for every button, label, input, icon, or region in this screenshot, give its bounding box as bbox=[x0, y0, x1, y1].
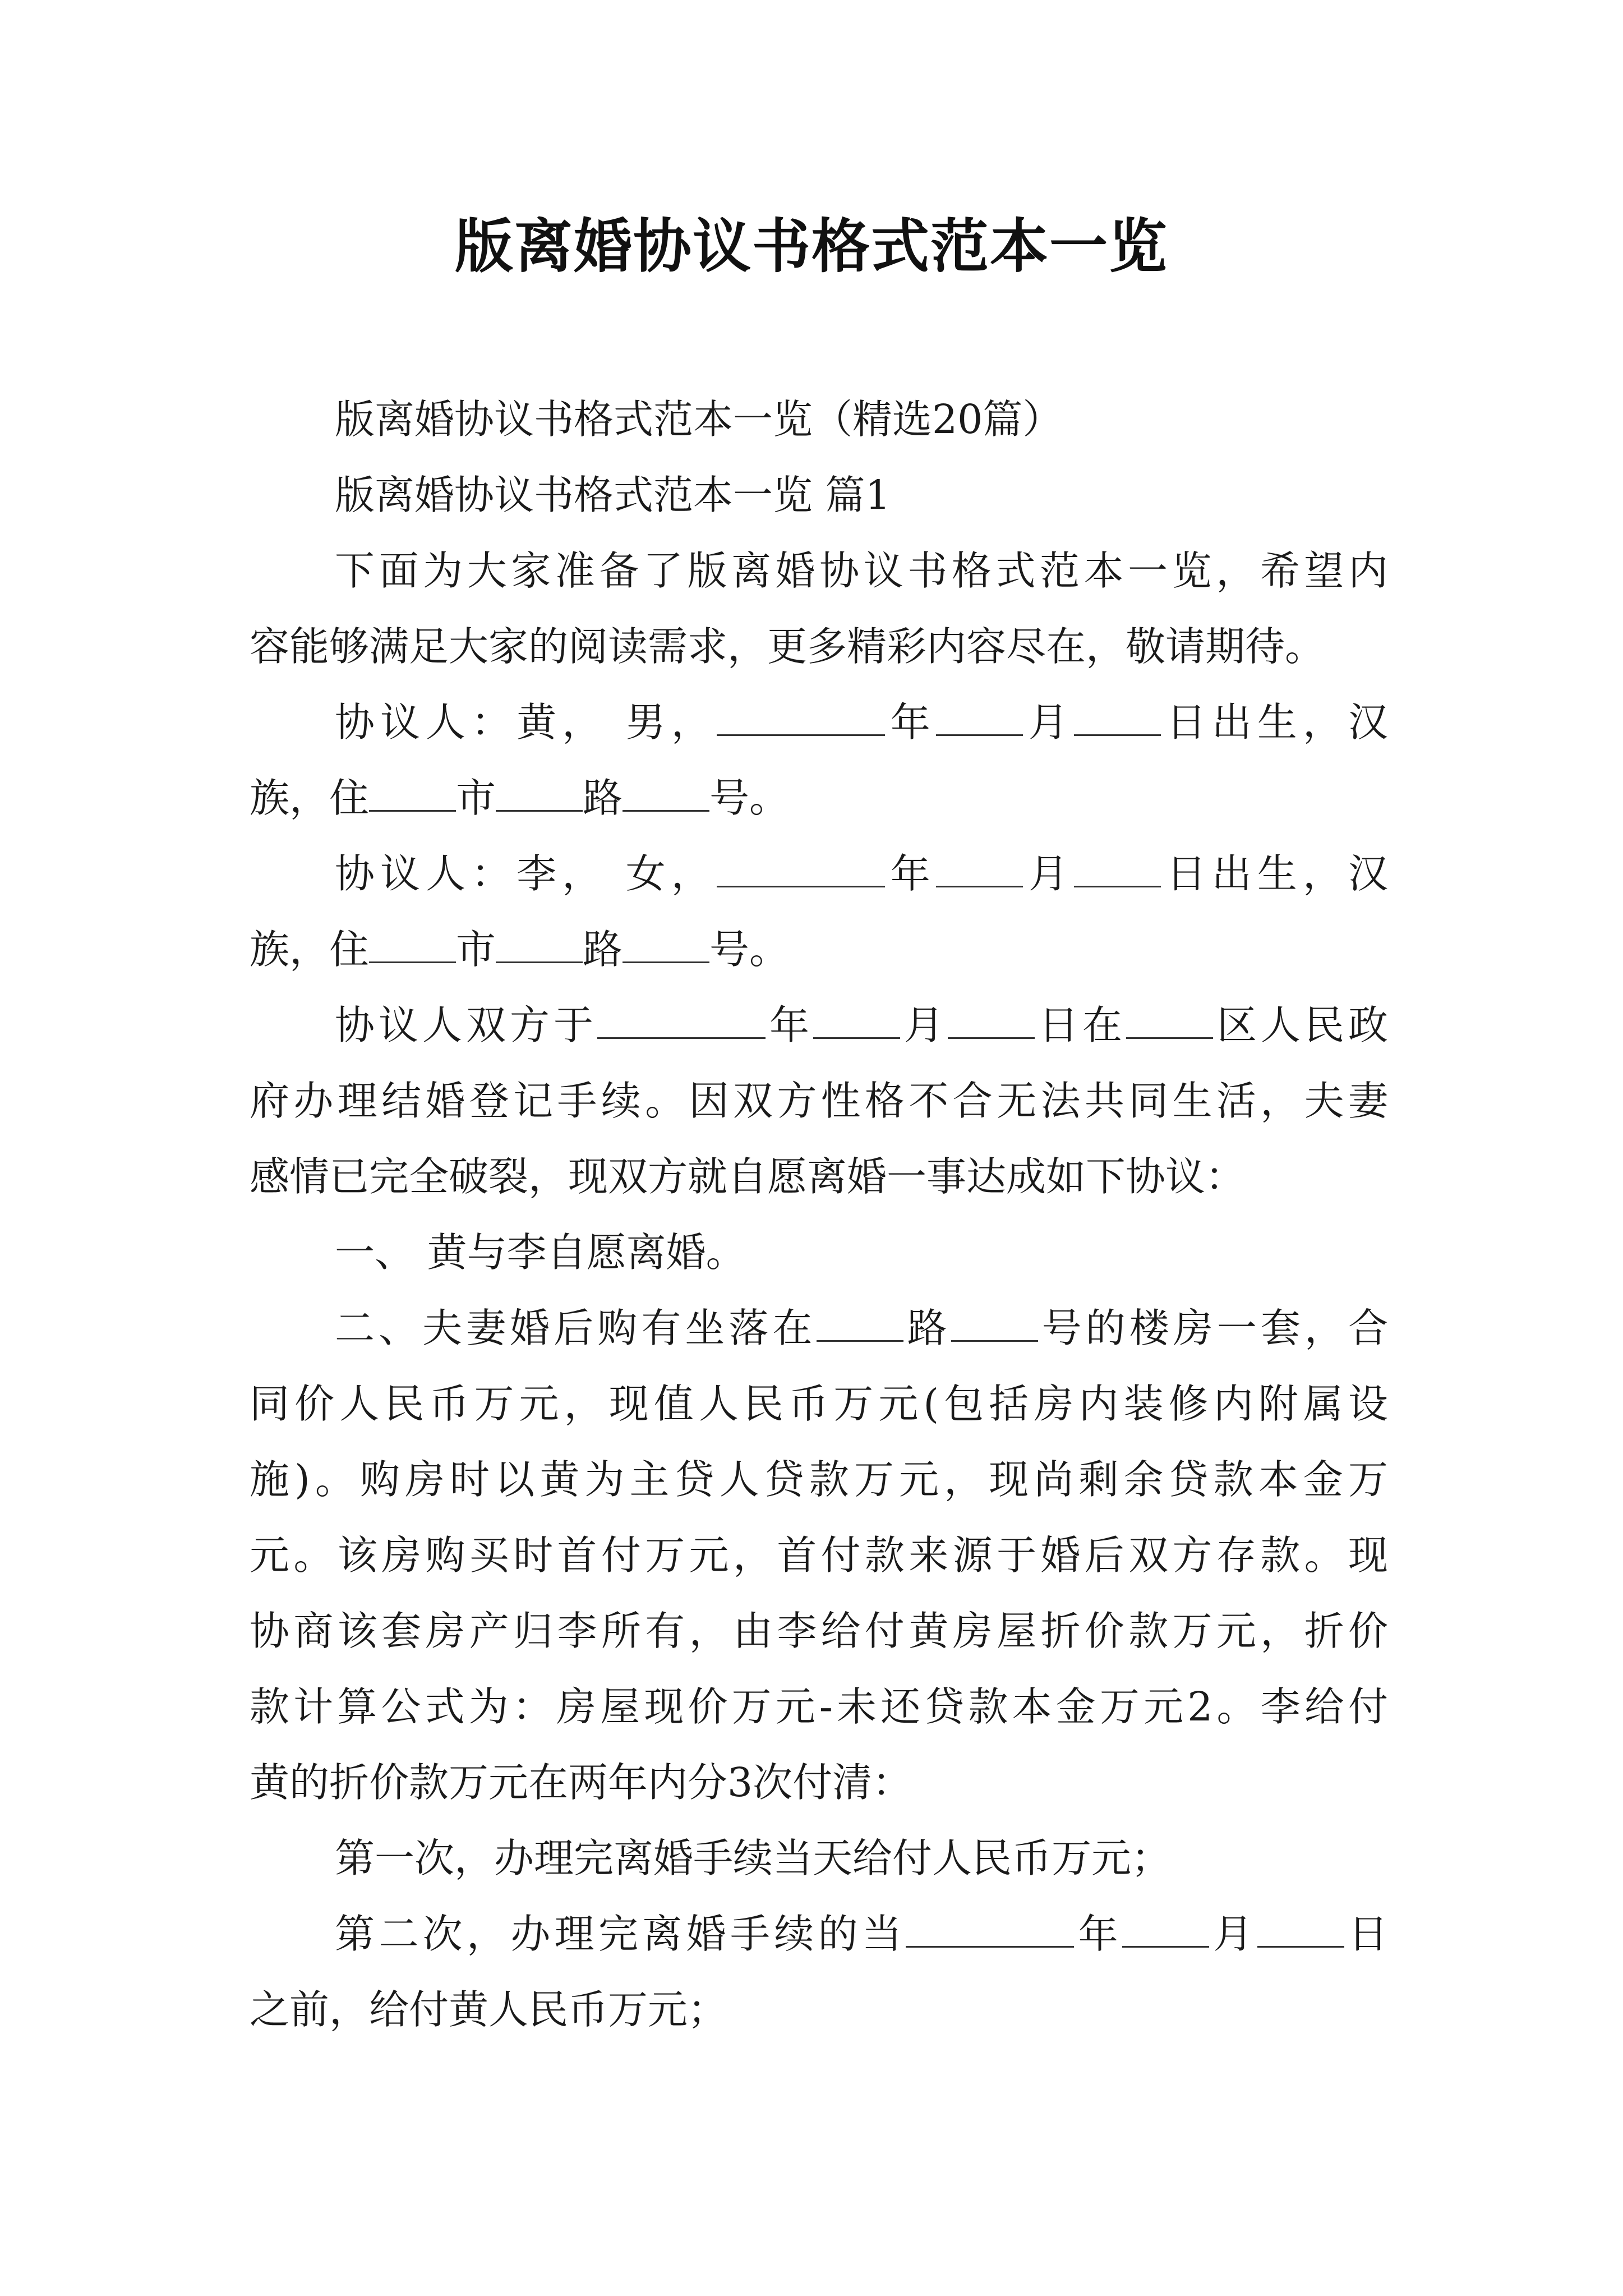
text-segment: 号的楼房一套，合 bbox=[1038, 1305, 1388, 1351]
party-female-line1 bbox=[250, 836, 1388, 912]
text-segment: 年 bbox=[884, 850, 936, 897]
text-segment: 协议人：黄， 男， bbox=[335, 699, 717, 746]
text-segment: 第二次，办理完离婚手续的当 bbox=[335, 1911, 906, 1957]
blank-line bbox=[1122, 1913, 1209, 1948]
blank-line bbox=[597, 1005, 766, 1039]
blank-line bbox=[817, 1308, 903, 1342]
text-segment: 日出生，汉 bbox=[1160, 699, 1388, 746]
text-segment: 月 bbox=[1022, 699, 1074, 746]
text-segment: 日在 bbox=[1034, 1002, 1126, 1048]
payment-second-line2: 之前，给付黄人民币万元； bbox=[250, 1986, 728, 2033]
text-segment: 族，住 bbox=[250, 775, 370, 821]
clause-two-line6: 款计算公式为：房屋现价万元-未还贷款本金万元2。李给付 bbox=[250, 1683, 1388, 1730]
text-segment: 市 bbox=[456, 775, 496, 821]
blank-line bbox=[1257, 1913, 1344, 1948]
text-segment: 路 bbox=[583, 926, 623, 973]
blank-line bbox=[1074, 853, 1161, 887]
blank-line bbox=[369, 777, 456, 812]
text-segment: 日 bbox=[1344, 1911, 1388, 1957]
text-segment: 月 bbox=[900, 1002, 948, 1048]
text-segment: 协议人双方于 bbox=[335, 1002, 597, 1048]
text-segment: 号。 bbox=[709, 775, 790, 821]
clause-two-line1 bbox=[250, 1290, 1388, 1366]
text-segment: 月 bbox=[1022, 850, 1074, 897]
text-segment: 二、夫妻婚后购有坐落在 bbox=[335, 1305, 817, 1351]
blank-line bbox=[936, 702, 1023, 736]
text-segment: 年 bbox=[765, 1002, 813, 1048]
blank-line bbox=[623, 929, 709, 963]
payment-second-line1 bbox=[250, 1896, 1388, 1972]
text-segment: 年 bbox=[1074, 1911, 1122, 1957]
blank-line bbox=[1074, 702, 1161, 736]
blank-line bbox=[936, 853, 1023, 887]
clause-one: 一、 黄与李自愿离婚。 bbox=[335, 1229, 746, 1276]
text-segment: 月 bbox=[1209, 1911, 1257, 1957]
blank-line bbox=[623, 777, 709, 812]
paragraph-section-heading: 版离婚协议书格式范本一览 篇1 bbox=[335, 472, 891, 518]
paragraph-intro-line1: 下面为大家准备了版离婚协议书格式范本一览，希望内 bbox=[335, 547, 1388, 594]
paragraph-intro-line2: 容能够满足大家的阅读需求，更多精彩内容尽在，敬请期待。 bbox=[250, 623, 1325, 670]
blank-line bbox=[717, 702, 885, 736]
clause-two-line3: 施)。购房时以黄为主贷人贷款万元，现尚剩余贷款本金万 bbox=[250, 1456, 1388, 1503]
paragraph-subtitle: 版离婚协议书格式范本一览（精选20篇） bbox=[335, 396, 1063, 443]
clause-two-line4: 元。该房购买时首付万元，首付款来源于婚后双方存款。现 bbox=[250, 1532, 1388, 1579]
text-segment: 路 bbox=[583, 775, 623, 821]
text-segment: 协议人：李， 女， bbox=[335, 850, 717, 897]
marriage-registration-line1 bbox=[250, 987, 1388, 1063]
blank-line bbox=[906, 1913, 1074, 1948]
text-segment: 路 bbox=[903, 1305, 951, 1351]
blank-line bbox=[951, 1308, 1038, 1342]
clause-two-line5: 协商该套房产归李所有，由李给付黄房屋折价款万元，折价 bbox=[250, 1608, 1388, 1654]
document-title: 版离婚协议书格式范本一览 bbox=[454, 211, 1168, 280]
clause-two-line2: 同价人民币万元，现值人民币万元(包括房内装修内附属设 bbox=[250, 1381, 1388, 1427]
blank-line bbox=[1126, 1005, 1213, 1039]
text-segment: 族，住 bbox=[250, 926, 370, 973]
blank-line bbox=[496, 929, 583, 963]
party-female-line2 bbox=[250, 912, 1388, 987]
clause-two-line7: 黄的折价款万元在两年内分3次付清： bbox=[250, 1759, 912, 1806]
marriage-registration-line3: 感情已完全破裂，现双方就自愿离婚一事达成如下协议： bbox=[250, 1153, 1246, 1200]
party-male-line2 bbox=[250, 760, 1388, 836]
blank-line bbox=[496, 777, 583, 812]
blank-line bbox=[813, 1005, 900, 1039]
party-male-line1 bbox=[250, 684, 1388, 760]
text-segment: 年 bbox=[884, 699, 936, 746]
text-segment: 市 bbox=[456, 926, 496, 973]
text-segment: 区人民政 bbox=[1212, 1002, 1388, 1048]
payment-first: 第一次，办理完离婚手续当天给付人民币万元； bbox=[335, 1835, 1172, 1881]
text-segment: 号。 bbox=[709, 926, 790, 973]
blank-line bbox=[717, 853, 885, 887]
text-segment: 日出生，汉 bbox=[1160, 850, 1388, 897]
marriage-registration-line2: 府办理结婚登记手续。因双方性格不合无法共同生活，夫妻 bbox=[250, 1078, 1388, 1124]
blank-line bbox=[369, 929, 456, 963]
blank-line bbox=[948, 1005, 1035, 1039]
document-body bbox=[250, 381, 1388, 2047]
